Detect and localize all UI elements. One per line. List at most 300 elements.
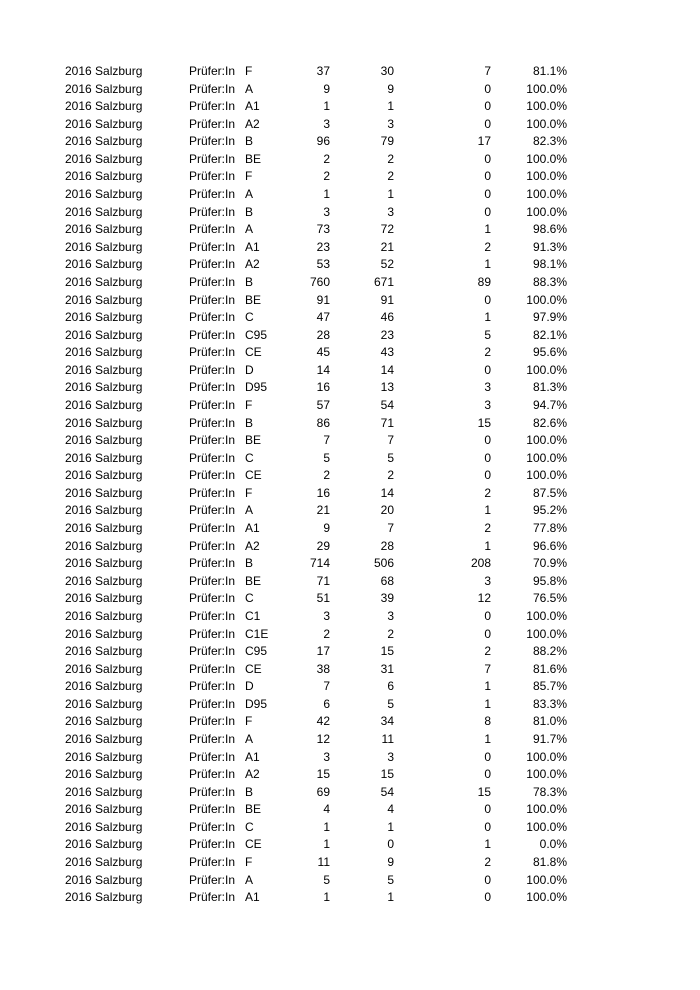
table-row	[0, 186, 700, 204]
passed-count-cell: 2	[387, 151, 394, 166]
table-row	[0, 661, 700, 679]
pass-rate-cell: 82.6%	[532, 415, 567, 430]
pass-rate-cell: 100.0%	[526, 99, 567, 114]
passed-count-cell: 1	[387, 819, 394, 834]
role-cell: Prüfer:In	[189, 81, 236, 96]
failed-count-cell: 89	[477, 274, 491, 289]
license-class-cell: C	[245, 591, 254, 606]
table-row	[0, 344, 700, 362]
table-row	[0, 678, 700, 696]
total-count-cell: 51	[316, 591, 330, 606]
year-location-cell: 2016 Salzburg	[65, 345, 143, 360]
license-class-cell: CE	[245, 837, 262, 852]
role-cell: Prüfer:In	[189, 151, 236, 166]
role-cell: Prüfer:In	[189, 661, 236, 676]
license-class-cell: C	[245, 819, 254, 834]
year-location-cell: 2016 Salzburg	[65, 679, 143, 694]
role-cell: Prüfer:In	[189, 169, 236, 184]
license-class-cell: A2	[245, 257, 260, 272]
role-cell: Prüfer:In	[189, 749, 236, 764]
table-row	[0, 643, 700, 661]
passed-count-cell: 71	[380, 415, 394, 430]
total-count-cell: 2	[323, 468, 330, 483]
license-class-cell: CE	[245, 345, 262, 360]
role-cell: Prüfer:In	[189, 415, 236, 430]
failed-count-cell: 1	[484, 257, 491, 272]
total-count-cell: 4	[323, 802, 330, 817]
year-location-cell: 2016 Salzburg	[65, 837, 143, 852]
pass-rate-cell: 81.8%	[532, 855, 567, 870]
license-class-cell: D	[245, 362, 254, 377]
license-class-cell: A1	[245, 99, 260, 114]
passed-count-cell: 3	[387, 204, 394, 219]
total-count-cell: 760	[309, 274, 330, 289]
license-class-cell: A	[245, 81, 254, 96]
table-row	[0, 81, 700, 99]
failed-count-cell: 2	[484, 521, 491, 536]
role-cell: Prüfer:In	[189, 538, 236, 553]
pass-rate-cell: 100.0%	[526, 608, 567, 623]
table-row	[0, 608, 700, 626]
pass-rate-cell: 100.0%	[526, 767, 567, 782]
license-class-cell: A	[245, 187, 254, 202]
license-class-cell: BE	[245, 292, 262, 307]
year-location-cell: 2016 Salzburg	[65, 397, 143, 412]
license-class-cell: BE	[245, 802, 262, 817]
table-row	[0, 397, 700, 415]
pass-rate-cell: 96.6%	[532, 538, 567, 553]
pass-rate-cell: 76.5%	[532, 591, 567, 606]
passed-count-cell: 671	[373, 274, 394, 289]
pass-rate-cell: 0.0%	[539, 837, 567, 852]
license-class-cell: CE	[245, 661, 262, 676]
failed-count-cell: 5	[484, 327, 491, 342]
year-location-cell: 2016 Salzburg	[65, 362, 143, 377]
failed-count-cell: 0	[484, 169, 491, 184]
failed-count-cell: 7	[484, 661, 491, 676]
total-count-cell: 42	[316, 714, 330, 729]
role-cell: Prüfer:In	[189, 855, 236, 870]
pass-rate-cell: 100.0%	[526, 81, 567, 96]
passed-count-cell: 30	[380, 64, 394, 78]
role-cell: Prüfer:In	[189, 556, 236, 571]
license-class-cell: A	[245, 222, 254, 237]
role-cell: Prüfer:In	[189, 257, 236, 272]
failed-count-cell: 1	[484, 222, 491, 237]
pass-rate-cell: 88.2%	[532, 644, 567, 659]
passed-count-cell: 21	[380, 239, 394, 254]
pass-rate-cell: 100.0%	[526, 151, 567, 166]
pass-rate-cell: 100.0%	[526, 802, 567, 817]
failed-count-cell: 7	[484, 64, 491, 78]
year-location-cell: 2016 Salzburg	[65, 239, 143, 254]
table-row	[0, 731, 700, 749]
failed-count-cell: 2	[484, 239, 491, 254]
role-cell: Prüfer:In	[189, 116, 236, 131]
pass-rate-cell: 94.7%	[532, 397, 567, 412]
table-row	[0, 626, 700, 644]
year-location-cell: 2016 Salzburg	[65, 538, 143, 553]
role-cell: Prüfer:In	[189, 380, 236, 395]
year-location-cell: 2016 Salzburg	[65, 415, 143, 430]
total-count-cell: 2	[323, 151, 330, 166]
failed-count-cell: 0	[484, 187, 491, 202]
license-class-cell: A1	[245, 890, 260, 905]
role-cell: Prüfer:In	[189, 64, 236, 78]
pass-rate-cell: 100.0%	[526, 433, 567, 448]
total-count-cell: 12	[316, 731, 330, 746]
total-count-cell: 1	[323, 819, 330, 834]
pass-rate-cell: 85.7%	[532, 679, 567, 694]
year-location-cell: 2016 Salzburg	[65, 608, 143, 623]
total-count-cell: 1	[323, 837, 330, 852]
passed-count-cell: 2	[387, 468, 394, 483]
table-row	[0, 819, 700, 837]
failed-count-cell: 3	[484, 573, 491, 588]
table-row	[0, 502, 700, 520]
table-row	[0, 889, 700, 907]
pass-rate-cell: 81.0%	[532, 714, 567, 729]
license-class-cell: F	[245, 485, 253, 500]
passed-count-cell: 39	[380, 591, 394, 606]
pass-rate-cell: 98.1%	[532, 257, 567, 272]
total-count-cell: 6	[323, 696, 330, 711]
failed-count-cell: 2	[484, 485, 491, 500]
failed-count-cell: 2	[484, 345, 491, 360]
license-class-cell: B	[245, 134, 254, 149]
role-cell: Prüfer:In	[189, 204, 236, 219]
year-location-cell: 2016 Salzburg	[65, 749, 143, 764]
failed-count-cell: 1	[484, 679, 491, 694]
year-location-cell: 2016 Salzburg	[65, 521, 143, 536]
table-row	[0, 467, 700, 485]
table-row	[0, 520, 700, 538]
license-class-cell: B	[245, 415, 254, 430]
failed-count-cell: 1	[484, 696, 491, 711]
total-count-cell: 69	[316, 784, 330, 799]
year-location-cell: 2016 Salzburg	[65, 64, 143, 78]
table-row	[0, 151, 700, 169]
year-location-cell: 2016 Salzburg	[65, 591, 143, 606]
role-cell: Prüfer:In	[189, 890, 236, 905]
role-cell: Prüfer:In	[189, 345, 236, 360]
year-location-cell: 2016 Salzburg	[65, 468, 143, 483]
total-count-cell: 23	[316, 239, 330, 254]
passed-count-cell: 1	[387, 99, 394, 114]
role-cell: Prüfer:In	[189, 872, 236, 887]
failed-count-cell: 15	[477, 415, 491, 430]
total-count-cell: 45	[316, 345, 330, 360]
year-location-cell: 2016 Salzburg	[65, 819, 143, 834]
license-class-cell: C	[245, 310, 254, 325]
total-count-cell: 1	[323, 187, 330, 202]
license-class-cell: D95	[245, 380, 268, 395]
table-row	[0, 221, 700, 239]
role-cell: Prüfer:In	[189, 433, 236, 448]
failed-count-cell: 0	[484, 872, 491, 887]
license-class-cell: B	[245, 784, 254, 799]
pass-rate-cell: 100.0%	[526, 890, 567, 905]
passed-count-cell: 14	[380, 485, 394, 500]
total-count-cell: 3	[323, 116, 330, 131]
role-cell: Prüfer:In	[189, 397, 236, 412]
license-class-cell: F	[245, 64, 253, 78]
passed-count-cell: 5	[387, 696, 394, 711]
passed-count-cell: 1	[387, 890, 394, 905]
failed-count-cell: 0	[484, 99, 491, 114]
year-location-cell: 2016 Salzburg	[65, 485, 143, 500]
table-row	[0, 538, 700, 556]
year-location-cell: 2016 Salzburg	[65, 274, 143, 289]
failed-count-cell: 0	[484, 767, 491, 782]
role-cell: Prüfer:In	[189, 696, 236, 711]
license-class-cell: A1	[245, 749, 260, 764]
license-class-cell: C95	[245, 644, 268, 659]
pass-rate-cell: 98.6%	[532, 222, 567, 237]
pass-rate-cell: 83.3%	[532, 696, 567, 711]
passed-count-cell: 23	[380, 327, 394, 342]
year-location-cell: 2016 Salzburg	[65, 767, 143, 782]
failed-count-cell: 0	[484, 204, 491, 219]
license-class-cell: F	[245, 855, 253, 870]
total-count-cell: 1	[323, 99, 330, 114]
table-row	[0, 872, 700, 890]
passed-count-cell: 506	[373, 556, 394, 571]
passed-count-cell: 68	[380, 573, 394, 588]
pass-rate-cell: 100.0%	[526, 450, 567, 465]
failed-count-cell: 0	[484, 749, 491, 764]
passed-count-cell: 46	[380, 310, 394, 325]
role-cell: Prüfer:In	[189, 679, 236, 694]
total-count-cell: 17	[316, 644, 330, 659]
pass-rate-cell: 97.9%	[532, 310, 567, 325]
year-location-cell: 2016 Salzburg	[65, 81, 143, 96]
passed-count-cell: 31	[380, 661, 394, 676]
table-row	[0, 116, 700, 134]
pass-rate-cell: 100.0%	[526, 468, 567, 483]
pass-rate-cell: 100.0%	[526, 749, 567, 764]
year-location-cell: 2016 Salzburg	[65, 116, 143, 131]
total-count-cell: 16	[316, 485, 330, 500]
role-cell: Prüfer:In	[189, 819, 236, 834]
year-location-cell: 2016 Salzburg	[65, 204, 143, 219]
total-count-cell: 14	[316, 362, 330, 377]
role-cell: Prüfer:In	[189, 222, 236, 237]
failed-count-cell: 0	[484, 362, 491, 377]
table-row	[0, 133, 700, 151]
year-location-cell: 2016 Salzburg	[65, 573, 143, 588]
license-class-cell: BE	[245, 151, 262, 166]
total-count-cell: 38	[316, 661, 330, 676]
failed-count-cell: 0	[484, 626, 491, 641]
role-cell: Prüfer:In	[189, 468, 236, 483]
pass-rate-cell: 91.3%	[532, 239, 567, 254]
failed-count-cell: 0	[484, 608, 491, 623]
year-location-cell: 2016 Salzburg	[65, 644, 143, 659]
pass-rate-cell: 81.6%	[532, 661, 567, 676]
passed-count-cell: 6	[387, 679, 394, 694]
failed-count-cell: 1	[484, 731, 491, 746]
pass-rate-cell: 100.0%	[526, 169, 567, 184]
failed-count-cell: 0	[484, 433, 491, 448]
pass-rate-cell: 88.3%	[532, 274, 567, 289]
total-count-cell: 5	[323, 872, 330, 887]
failed-count-cell: 2	[484, 644, 491, 659]
license-class-cell: A2	[245, 767, 260, 782]
role-cell: Prüfer:In	[189, 485, 236, 500]
license-class-cell: C95	[245, 327, 268, 342]
table-row	[0, 239, 700, 257]
passed-count-cell: 15	[380, 644, 394, 659]
failed-count-cell: 15	[477, 784, 491, 799]
license-class-cell: A1	[245, 521, 260, 536]
year-location-cell: 2016 Salzburg	[65, 714, 143, 729]
total-count-cell: 7	[323, 433, 330, 448]
failed-count-cell: 0	[484, 819, 491, 834]
table-row	[0, 63, 700, 81]
failed-count-cell: 2	[484, 855, 491, 870]
pass-rate-cell: 100.0%	[526, 116, 567, 131]
passed-count-cell: 11	[381, 731, 394, 746]
role-cell: Prüfer:In	[189, 187, 236, 202]
year-location-cell: 2016 Salzburg	[65, 187, 143, 202]
year-location-cell: 2016 Salzburg	[65, 784, 143, 799]
role-cell: Prüfer:In	[189, 837, 236, 852]
total-count-cell: 3	[323, 749, 330, 764]
table-row	[0, 836, 700, 854]
passed-count-cell: 3	[387, 116, 394, 131]
total-count-cell: 96	[316, 134, 330, 149]
failed-count-cell: 0	[484, 151, 491, 166]
license-class-cell: BE	[245, 573, 262, 588]
total-count-cell: 47	[316, 310, 330, 325]
year-location-cell: 2016 Salzburg	[65, 503, 143, 518]
pass-rate-cell: 100.0%	[526, 626, 567, 641]
passed-count-cell: 91	[380, 292, 394, 307]
role-cell: Prüfer:In	[189, 239, 236, 254]
table-row	[0, 749, 700, 767]
year-location-cell: 2016 Salzburg	[65, 626, 143, 641]
total-count-cell: 16	[316, 380, 330, 395]
table-row	[0, 98, 700, 116]
table-row	[0, 204, 700, 222]
table-row	[0, 292, 700, 310]
license-class-cell: A	[245, 503, 254, 518]
year-location-cell: 2016 Salzburg	[65, 661, 143, 676]
total-count-cell: 3	[323, 204, 330, 219]
license-class-cell: B	[245, 556, 254, 571]
license-class-cell: F	[245, 397, 253, 412]
license-class-cell: A	[245, 872, 254, 887]
table-row	[0, 327, 700, 345]
failed-count-cell: 0	[484, 81, 491, 96]
pass-rate-cell: 70.9%	[532, 556, 567, 571]
total-count-cell: 5	[323, 450, 330, 465]
pass-rate-cell: 100.0%	[526, 819, 567, 834]
passed-count-cell: 43	[380, 345, 394, 360]
total-count-cell: 1	[323, 890, 330, 905]
license-class-cell: A1	[245, 239, 260, 254]
license-class-cell: B	[245, 204, 254, 219]
passed-count-cell: 34	[380, 714, 394, 729]
license-class-cell: A	[245, 731, 254, 746]
license-class-cell: B	[245, 274, 254, 289]
pass-rate-cell: 81.1%	[532, 64, 567, 78]
total-count-cell: 37	[316, 64, 330, 78]
table-row	[0, 362, 700, 380]
total-count-cell: 91	[316, 292, 330, 307]
year-location-cell: 2016 Salzburg	[65, 222, 143, 237]
pass-rate-cell: 100.0%	[526, 204, 567, 219]
passed-count-cell: 28	[380, 538, 394, 553]
failed-count-cell: 8	[484, 714, 491, 729]
pass-rate-cell: 82.1%	[532, 327, 567, 342]
role-cell: Prüfer:In	[189, 362, 236, 377]
total-count-cell: 7	[323, 679, 330, 694]
failed-count-cell: 17	[477, 134, 491, 149]
table-row	[0, 485, 700, 503]
year-location-cell: 2016 Salzburg	[65, 151, 143, 166]
total-count-cell: 2	[323, 626, 330, 641]
role-cell: Prüfer:In	[189, 327, 236, 342]
pass-rate-cell: 95.8%	[532, 573, 567, 588]
table-row	[0, 696, 700, 714]
role-cell: Prüfer:In	[189, 521, 236, 536]
role-cell: Prüfer:In	[189, 591, 236, 606]
passed-count-cell: 5	[387, 872, 394, 887]
role-cell: Prüfer:In	[189, 134, 236, 149]
total-count-cell: 9	[323, 81, 330, 96]
total-count-cell: 11	[317, 855, 330, 870]
failed-count-cell: 0	[484, 468, 491, 483]
year-location-cell: 2016 Salzburg	[65, 890, 143, 905]
role-cell: Prüfer:In	[189, 784, 236, 799]
role-cell: Prüfer:In	[189, 99, 236, 114]
passed-count-cell: 52	[380, 257, 394, 272]
license-class-cell: F	[245, 169, 253, 184]
passed-count-cell: 0	[387, 837, 394, 852]
failed-count-cell: 1	[484, 503, 491, 518]
failed-count-cell: 208	[470, 556, 491, 571]
pass-rate-cell: 100.0%	[526, 872, 567, 887]
year-location-cell: 2016 Salzburg	[65, 802, 143, 817]
license-class-cell: CE	[245, 468, 262, 483]
failed-count-cell: 1	[484, 538, 491, 553]
license-class-cell: A2	[245, 538, 260, 553]
pass-rate-cell: 91.7%	[532, 731, 567, 746]
failed-count-cell: 0	[484, 450, 491, 465]
year-location-cell: 2016 Salzburg	[65, 556, 143, 571]
table-row	[0, 854, 700, 872]
role-cell: Prüfer:In	[189, 644, 236, 659]
pass-rate-cell: 82.3%	[532, 134, 567, 149]
table-row	[0, 274, 700, 292]
passed-count-cell: 3	[387, 608, 394, 623]
total-count-cell: 714	[309, 556, 330, 571]
passed-count-cell: 79	[380, 134, 394, 149]
passed-count-cell: 9	[387, 855, 394, 870]
failed-count-cell: 3	[484, 380, 491, 395]
year-location-cell: 2016 Salzburg	[65, 310, 143, 325]
year-location-cell: 2016 Salzburg	[65, 696, 143, 711]
year-location-cell: 2016 Salzburg	[65, 134, 143, 149]
table-row	[0, 784, 700, 802]
role-cell: Prüfer:In	[189, 714, 236, 729]
license-class-cell: D	[245, 679, 254, 694]
role-cell: Prüfer:In	[189, 573, 236, 588]
year-location-cell: 2016 Salzburg	[65, 169, 143, 184]
failed-count-cell: 3	[484, 397, 491, 412]
